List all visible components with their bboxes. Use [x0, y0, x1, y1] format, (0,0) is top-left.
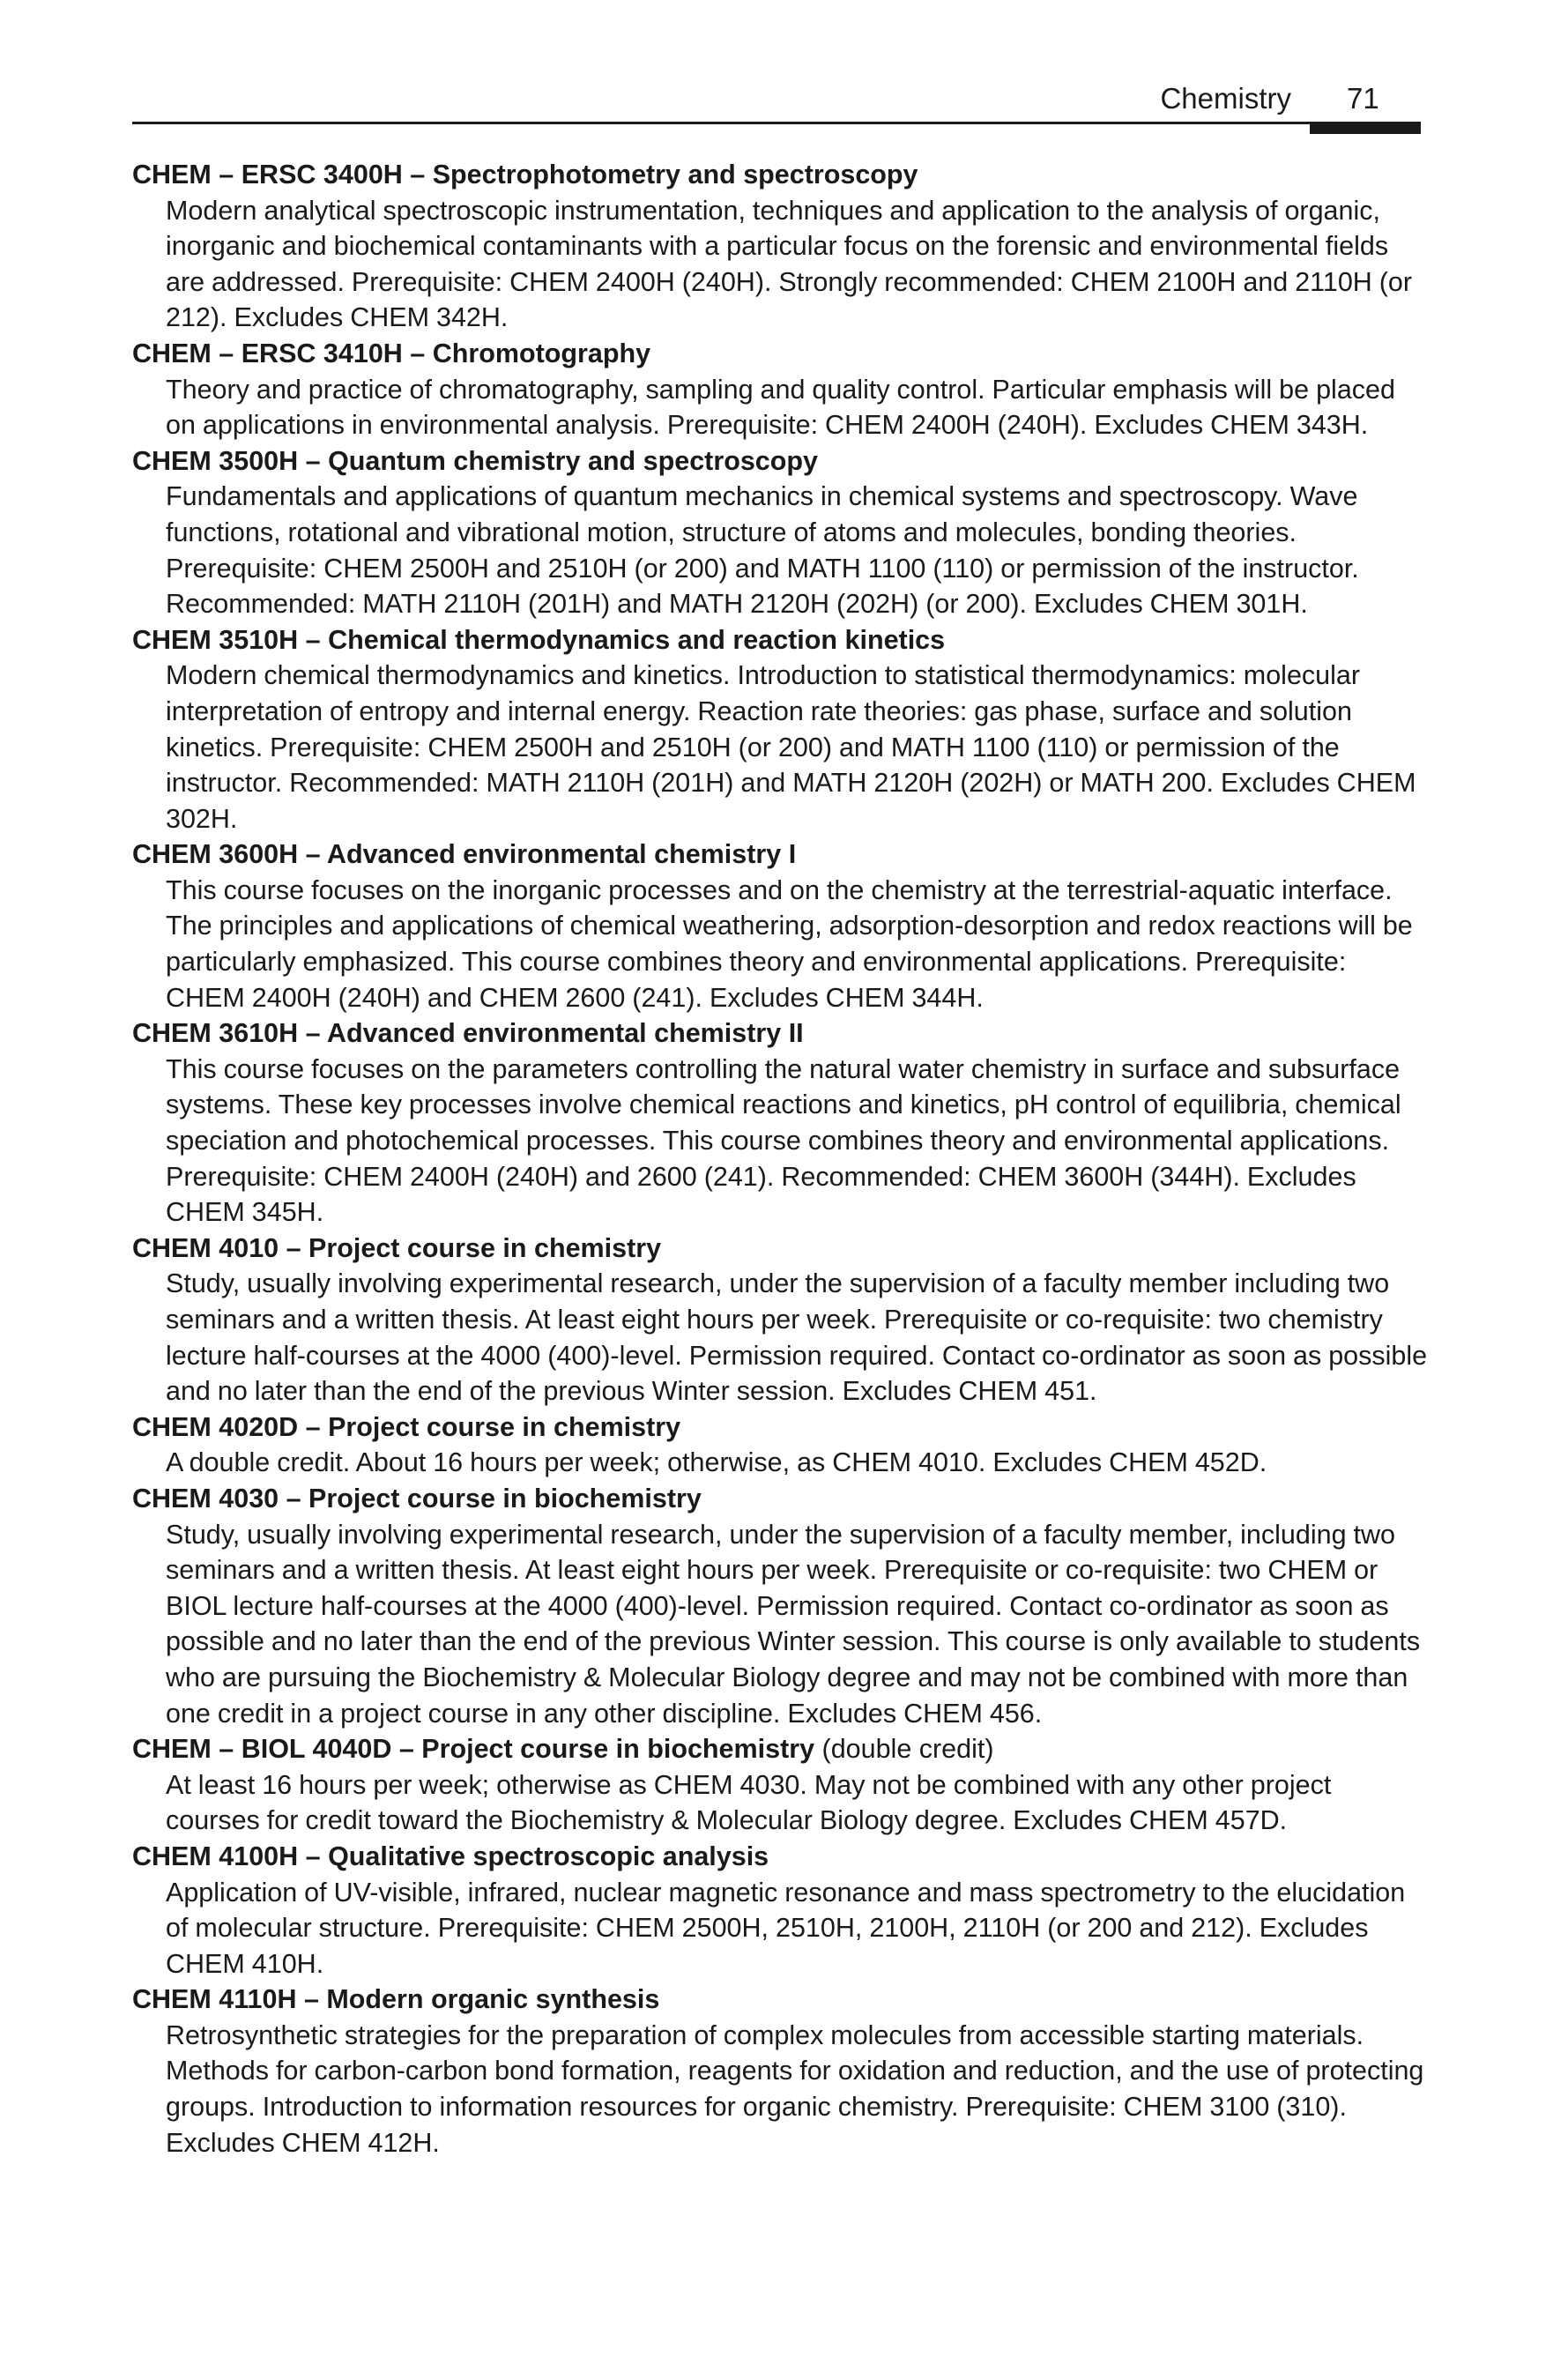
course-entry [132, 336, 1428, 443]
running-header-section: Chemistry [1160, 82, 1291, 115]
course-title: CHEM 3510H – Chemical thermodynamics and reaction kinetics [132, 624, 946, 655]
course-description: Theory and practice of chromatography, sampling and quality control. Particular emphasis will be placed on applications in environmental analysis. Prerequisite: CHEM 2400H (240H). Excludes CHEM 343H. [166, 374, 1395, 441]
course-description: A double credit. About 16 hours per week; otherwise, as CHEM 4010. Excludes CHEM 452D. [166, 1447, 1267, 1478]
course-listing [132, 157, 1428, 2308]
course-entry [132, 1839, 1428, 1982]
course-description: This course focuses on the parameters controlling the natural water chemistry in surface and subsurface systems. These key processes involve chemical reactions and kinetics, pH control of equilibria, chemical speciation and photochemical processes. This course combines theory and environmental applications. Prerequisite: CHEM 2400H (240H) and 2600 (241). Recommended: CHEM 3600H (344H). Excludes CHEM 345H. [166, 1053, 1401, 1228]
course-entry [132, 1982, 1428, 2161]
course-title: CHEM 4030 – Project course in biochemistry [132, 1483, 702, 1514]
course-description: This course focuses on the inorganic processes and on the chemistry at the terrestrial-aquatic interface. The principles and applications of chemical weathering, adsorption-desorption and redox reactions will be particularly emphasized. This course combines theory and environmental applications. Prerequisite: CHEM 2400H (240H) and CHEM 2600 (241). Excludes CHEM 344H. [166, 874, 1413, 1013]
course-description: Modern analytical spectroscopic instrumentation, techniques and application to the analysis of organic, inorganic and biochemical contaminants with a particular focus on the forensic and environmental fields are addressed. Prerequisite: CHEM 2400H (240H). Strongly recommended: CHEM 2100H and 2110H (or 212). Excludes CHEM 342H. [166, 195, 1413, 333]
course-title: CHEM – BIOL 4040D – Project course in biochemistry (double credit) [132, 1734, 994, 1765]
course-title: CHEM 4020D – Project course in chemistry [132, 1411, 681, 1442]
course-title: CHEM – ERSC 3410H – Chromotography [132, 338, 651, 368]
course-description: Retrosynthetic strategies for the preparation of complex molecules from accessible starting materials. Methods for carbon-carbon bond formation, reagents for oxidation and reduction, and the use of protecting groups. Introduction to information resources for organic chemistry. Prerequisite: CHEM 3100 (310). Excludes CHEM 412H. [166, 2019, 1424, 2158]
page-header [0, 0, 1553, 141]
course-description: Study, usually involving experimental research, under the supervision of a faculty member, including two seminars and a written thesis. At least eight hours per week. Prerequisite or co-requisite: two CHEM or BIOL lecture half-courses at the 4000 (400)-level. Permission required. Contact co-ordinator as soon as possible and no later than the end of the previous Winter session. This course is only available to students who are pursuing the Biochemistry & Molecular Biology degree and may not be combined with more than one credit in a project course in any other discipline. Excludes CHEM 456. [166, 1519, 1421, 1729]
course-title: CHEM 3500H – Quantum chemistry and spectroscopy [132, 445, 818, 476]
header-rule [132, 122, 1421, 124]
course-title: CHEM 4110H – Modern organic synthesis [132, 1984, 660, 2015]
course-entry [132, 1231, 1428, 1409]
course-entry [132, 157, 1428, 336]
course-title: CHEM 4010 – Project course in chemistry [132, 1232, 662, 1263]
course-description: At least 16 hours per week; otherwise as CHEM 4030. May not be combined with any other project courses for credit toward the Biochemistry & Molecular Biology degree. Excludes CHEM 457D. [166, 1769, 1332, 1836]
course-entry [132, 622, 1428, 837]
course-entry [132, 1731, 1428, 1839]
course-entry [132, 1015, 1428, 1231]
course-title: CHEM – ERSC 3400H – Spectrophotometry and spectroscopy [132, 160, 918, 190]
course-title: CHEM 4100H – Qualitative spectroscopic analysis [132, 1841, 769, 1871]
course-description: Application of UV-visible, infrared, nuclear magnetic resonance and mass spectrometry to the elucidation of molecular structure. Prerequisite: CHEM 2500H, 2510H, 2100H, 2110H (or 200 and 212). Excludes CHEM 410H. [166, 1877, 1406, 1979]
course-entry [132, 1481, 1428, 1731]
page-number: 71 [1347, 82, 1379, 115]
course-description: Fundamentals and applications of quantum mechanics in chemical systems and spectroscopy. Wave functions, rotational and vibrational motion, structure of atoms and molecules, bonding theories. Prerequisite: CHEM 2500H and 2510H (or 200) and MATH 1100 (110) or permission of the instructor. Recommended: MATH 2110H (201H) and MATH 2120H (202H) (or 200). Excludes CHEM 301H. [166, 481, 1359, 620]
course-description: Modern chemical thermodynamics and kinetics. Introduction to statistical thermodynamics: molecular interpretation of entropy and internal energy. Reaction rate theories: gas phase, surface and solution kinetics. Prerequisite: CHEM 2500H and 2510H (or 200) and MATH 1100 (110) or permission of the instructor. Recommended: MATH 2110H (201H) and MATH 2120H (202H) or MATH 200. Excludes CHEM 302H. [166, 660, 1416, 834]
course-entry [132, 837, 1428, 1015]
course-title: CHEM 3610H – Advanced environmental chemistry II [132, 1018, 804, 1049]
course-title: CHEM 3600H – Advanced environmental chemistry I [132, 839, 797, 870]
course-description: Study, usually involving experimental research, under the supervision of a faculty member including two seminars and a written thesis. At least eight hours per week. Prerequisite or co-requisite: two chemistry lecture half-courses at the 4000 (400)-level. Permission required. Contact co-ordinator as soon as possible and no later than the end of the previous Winter session. Excludes CHEM 451. [166, 1268, 1428, 1407]
course-entry [132, 1409, 1428, 1481]
course-entry [132, 443, 1428, 622]
header-thumb-tab [1310, 122, 1421, 134]
